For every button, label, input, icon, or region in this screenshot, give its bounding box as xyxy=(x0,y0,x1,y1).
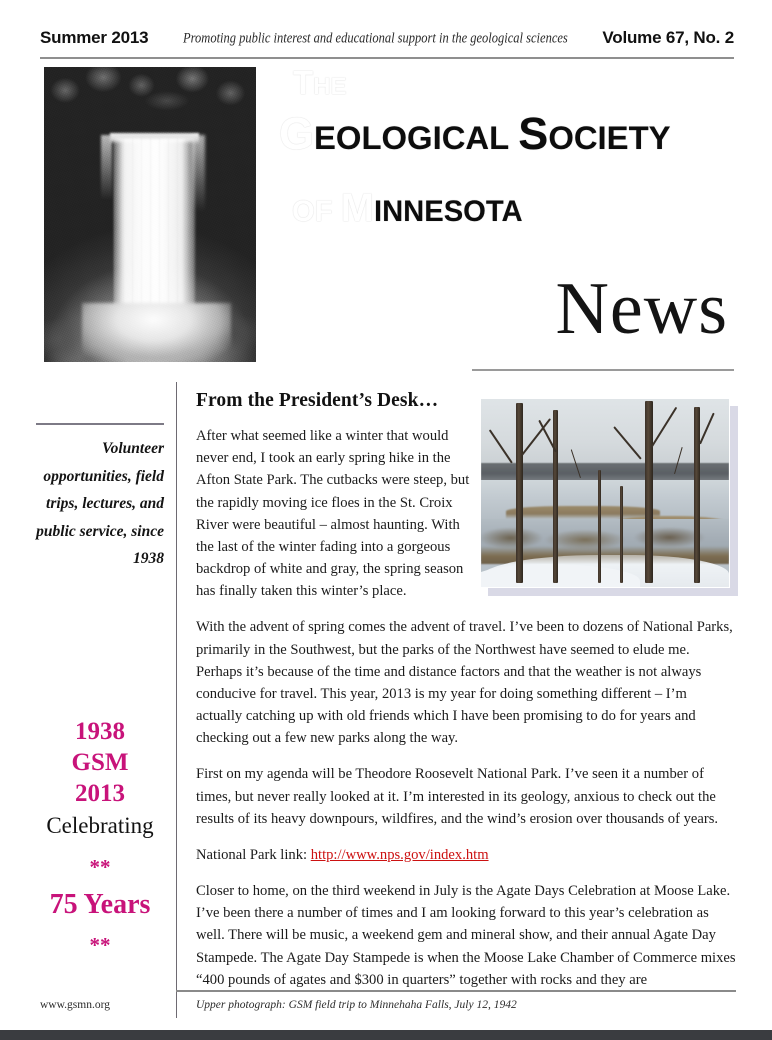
bottom-bar xyxy=(0,1030,772,1040)
article-park-link-line xyxy=(196,844,736,866)
masthead-society-cap: S xyxy=(518,108,549,159)
sidebar-motto: Volunteer opportunities, field trips, lectures, and public service, since 1938 xyxy=(36,440,164,568)
sidebar-top-rule xyxy=(36,423,164,425)
footer-website[interactable]: www.gsmn.org xyxy=(40,999,110,1011)
masthead-of: OF xyxy=(292,196,333,228)
waterfall-photo-canvas xyxy=(44,67,256,362)
footer-photo-caption: Upper photograph: GSM field trip to Minnehaha Falls, July 12, 1942 xyxy=(196,999,517,1011)
national-park-link[interactable]: http://www.nps.gov/index.htm xyxy=(310,846,489,863)
header-divider-rule xyxy=(40,57,734,59)
anniversary-block xyxy=(36,716,164,956)
masthead-line-geological-society xyxy=(279,108,671,159)
masthead-header-bar xyxy=(40,28,734,56)
masthead-geological-cap: G xyxy=(279,108,315,159)
anniversary-stars-top: ** xyxy=(89,854,111,879)
article-paragraph-3: First on my agenda will be Theodore Roosevelt National Park. I’ve seen it a number of times, but never really looked at it. I’m interested in its geology, anxious to check out the results of its heavy downpours, wildfires, and the wind’s erosion over thousands of years. xyxy=(196,766,719,827)
column-divider xyxy=(176,382,177,996)
article-paragraph-4: Closer to home, on the third weekend in July is the Agate Days Celebration at Moose Lake. I’ve been there a number of times and I am looking forward to this year’s celebration as well. There will be music, a weekend gem and mineral show, and their annual Agate Day Stampede. The Agate Day Stampede is when the Moose Lake Chamber of Commerce mixes “400 pounds of agates and $300 in quarters” together with rocks and they are xyxy=(196,883,736,988)
masthead-minnesota-cap: M xyxy=(340,186,374,230)
article-paragraph-2: With the advent of spring comes the advent of travel. I’ve been to dozens of National Parks, primarily in the Southwest, but the parks of the Northwest have seemed to elude me. Perhaps it’s because of the time and distance factors and that the weather is not always conducive for travel. This year, 2013 is my year for doing something different – I’m actually catching up with old friends which I have been promising to do for years and checking out a few new parks along the way. xyxy=(196,619,733,747)
anniversary-year-start: 1938 xyxy=(75,718,125,745)
publication-tagline: Promoting public interest and educational support in the geological sciences xyxy=(183,29,568,46)
masthead-minnesota-rest: INNESOTA xyxy=(373,196,523,228)
masthead-line-of-minnesota xyxy=(292,188,523,228)
issue-season: Summer 2013 xyxy=(40,28,149,47)
anniversary-stars-bottom: ** xyxy=(89,932,111,957)
footer-rule xyxy=(176,990,736,992)
anniversary-year-end: 2013 xyxy=(75,780,125,807)
waterfall-photo xyxy=(44,67,256,362)
masthead-geological-rest: EOLOGICAL xyxy=(314,119,510,156)
masthead-the-cap: T xyxy=(293,64,314,101)
masthead-society-rest: OCIETY xyxy=(548,119,671,156)
news-wordmark-rule xyxy=(472,369,734,371)
masthead-line-the xyxy=(293,66,347,99)
article-heading: From the President’s Desk… xyxy=(196,390,439,411)
article-paragraph-1: After what seemed like a winter that would never end, I took an early spring hike in the Afton State Park. The cutbacks were steep, but the rapidly moving ice floes in the St. Croix River were beautiful – almost haunting. With the last of the winter fading into a gorgeous backdrop of white and gray, the spring season has finally taken this winter’s place. xyxy=(196,428,470,600)
sidebar xyxy=(36,382,164,573)
article-from-the-presidents-desk xyxy=(196,390,736,1005)
footer-divider xyxy=(176,992,177,1018)
issue-volume: Volume 67, No. 2 xyxy=(602,28,734,47)
anniversary-org: GSM xyxy=(71,749,129,776)
park-link-label: National Park link: xyxy=(196,846,311,863)
masthead-the-rest: HE xyxy=(313,73,347,100)
masthead-title xyxy=(279,64,746,256)
news-wordmark: News xyxy=(555,268,728,350)
anniversary-celebrating: Celebrating xyxy=(46,813,154,838)
waterfall-grayscale-filter xyxy=(44,67,256,362)
anniversary-years: 75 Years xyxy=(49,888,151,920)
